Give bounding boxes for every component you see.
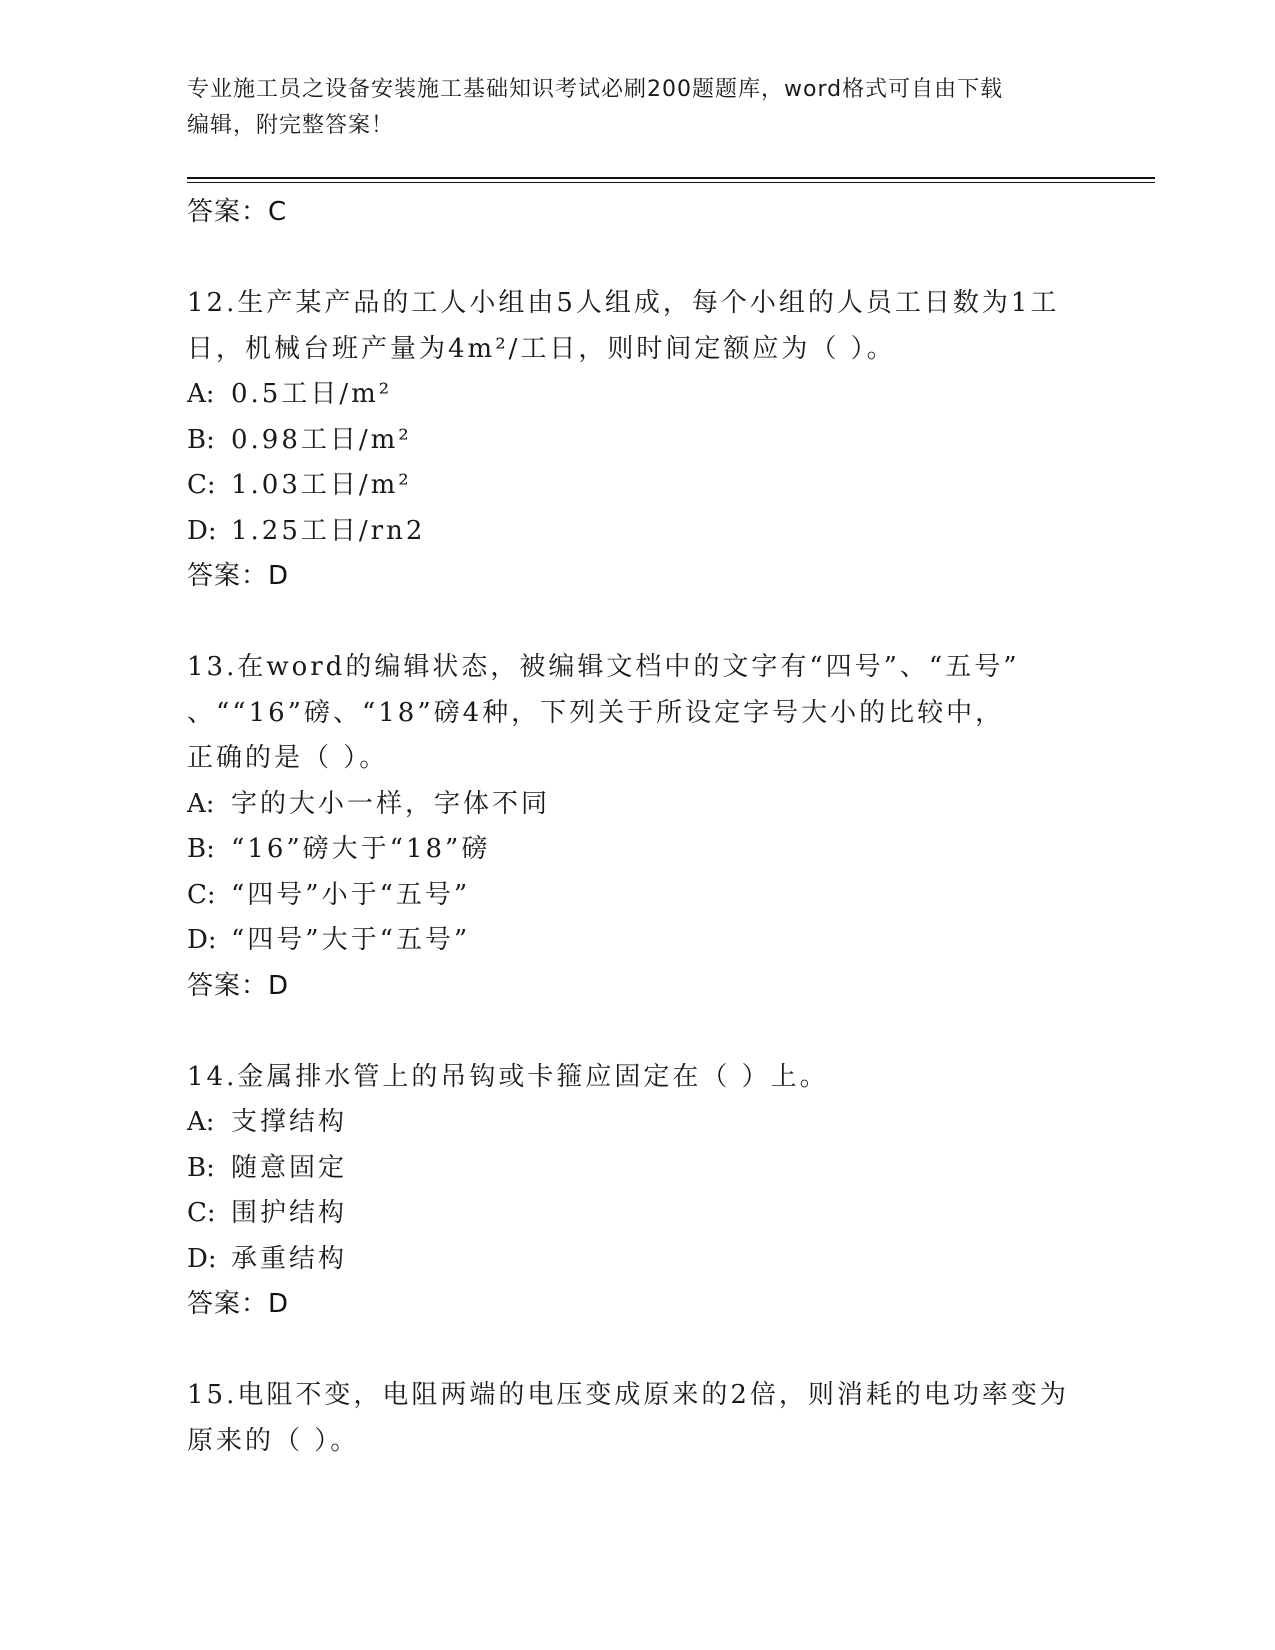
option-text: 1.03工日/m² (231, 470, 412, 500)
question-stem: 14.金属排水管上的吊钩或卡箍应固定在（ ）上。 (187, 1061, 829, 1092)
question-stem: 原来的（ ）。 (187, 1425, 360, 1456)
question-list (187, 190, 1087, 1464)
answer-line: 答案：D (187, 970, 290, 1001)
option-label: D: (187, 1243, 217, 1274)
question-stem: 日，机械台班产量为4m²/工日，则时间定额应为（ ）。 (187, 333, 896, 364)
option-label: B: (187, 1152, 215, 1183)
option-text: “四号”大于“五号” (231, 925, 471, 955)
option-text: 0.98工日/m² (231, 424, 412, 455)
header-divider (187, 177, 1155, 179)
option-label: C: (187, 1198, 216, 1228)
option-b (187, 827, 1087, 873)
option-text: 承重结构 (231, 1243, 348, 1274)
option-d (187, 918, 1087, 964)
option-text: 0.5工日/m² (231, 379, 393, 409)
question-stem: 12.生产某产品的工人小组由5人组成，每个小组的人员工日数为1工 (187, 288, 1060, 318)
option-label: B: (187, 424, 215, 455)
option-d (187, 509, 1087, 555)
option-c (187, 1191, 1087, 1237)
option-label: D: (187, 515, 217, 546)
option-b (187, 1146, 1087, 1192)
question-stem: 正确的是（ ）。 (187, 743, 389, 773)
option-label: A: (187, 379, 215, 409)
option-label: C: (187, 879, 216, 910)
option-label: A: (187, 1107, 215, 1137)
option-label: D: (187, 925, 217, 955)
option-text: “16”磅大于“18”磅 (231, 834, 491, 864)
question-block (187, 281, 1087, 600)
header-line: 专业施工员之设备安装施工基础知识考试必刷200题题库，word格式可自由下载 (187, 77, 1004, 102)
option-d (187, 1237, 1087, 1283)
question-block (187, 645, 1087, 1009)
option-label: C: (187, 470, 216, 500)
option-a (187, 1100, 1087, 1146)
option-text: 随意固定 (231, 1152, 348, 1183)
option-a (187, 372, 1087, 418)
option-text: 1.25工日/rn2 (231, 515, 426, 546)
option-b (187, 418, 1087, 464)
option-label: B: (187, 834, 215, 864)
option-text: 支撑结构 (231, 1107, 348, 1137)
header-line: 编辑，附完整答案！ (187, 113, 395, 138)
option-c (187, 873, 1087, 919)
option-a (187, 782, 1087, 828)
question-block (187, 1055, 1087, 1328)
question-stem: 13.在word的编辑状态，被编辑文档中的文字有“四号”、“五号” (187, 652, 1020, 682)
header-divider (187, 182, 1155, 183)
answer-line: 答案：D (187, 561, 290, 591)
question-stem: 15.电阻不变，电阻两端的电压变成原来的2倍，则消耗的电功率变为 (187, 1380, 1069, 1410)
option-label: A: (187, 788, 215, 819)
option-text: “四号”小于“五号” (231, 879, 471, 910)
answer-line: 答案：C (187, 197, 288, 227)
option-text: 字的大小一样，字体不同 (231, 788, 551, 819)
option-text: 围护结构 (231, 1198, 348, 1228)
answer-line: 答案：D (187, 1289, 290, 1319)
question-stem: 、““16”磅、“18”磅4种，下列关于所设定字号大小的比较中， (187, 697, 1005, 728)
page-header (187, 72, 1087, 144)
option-c (187, 463, 1087, 509)
question-block (187, 1373, 1087, 1464)
